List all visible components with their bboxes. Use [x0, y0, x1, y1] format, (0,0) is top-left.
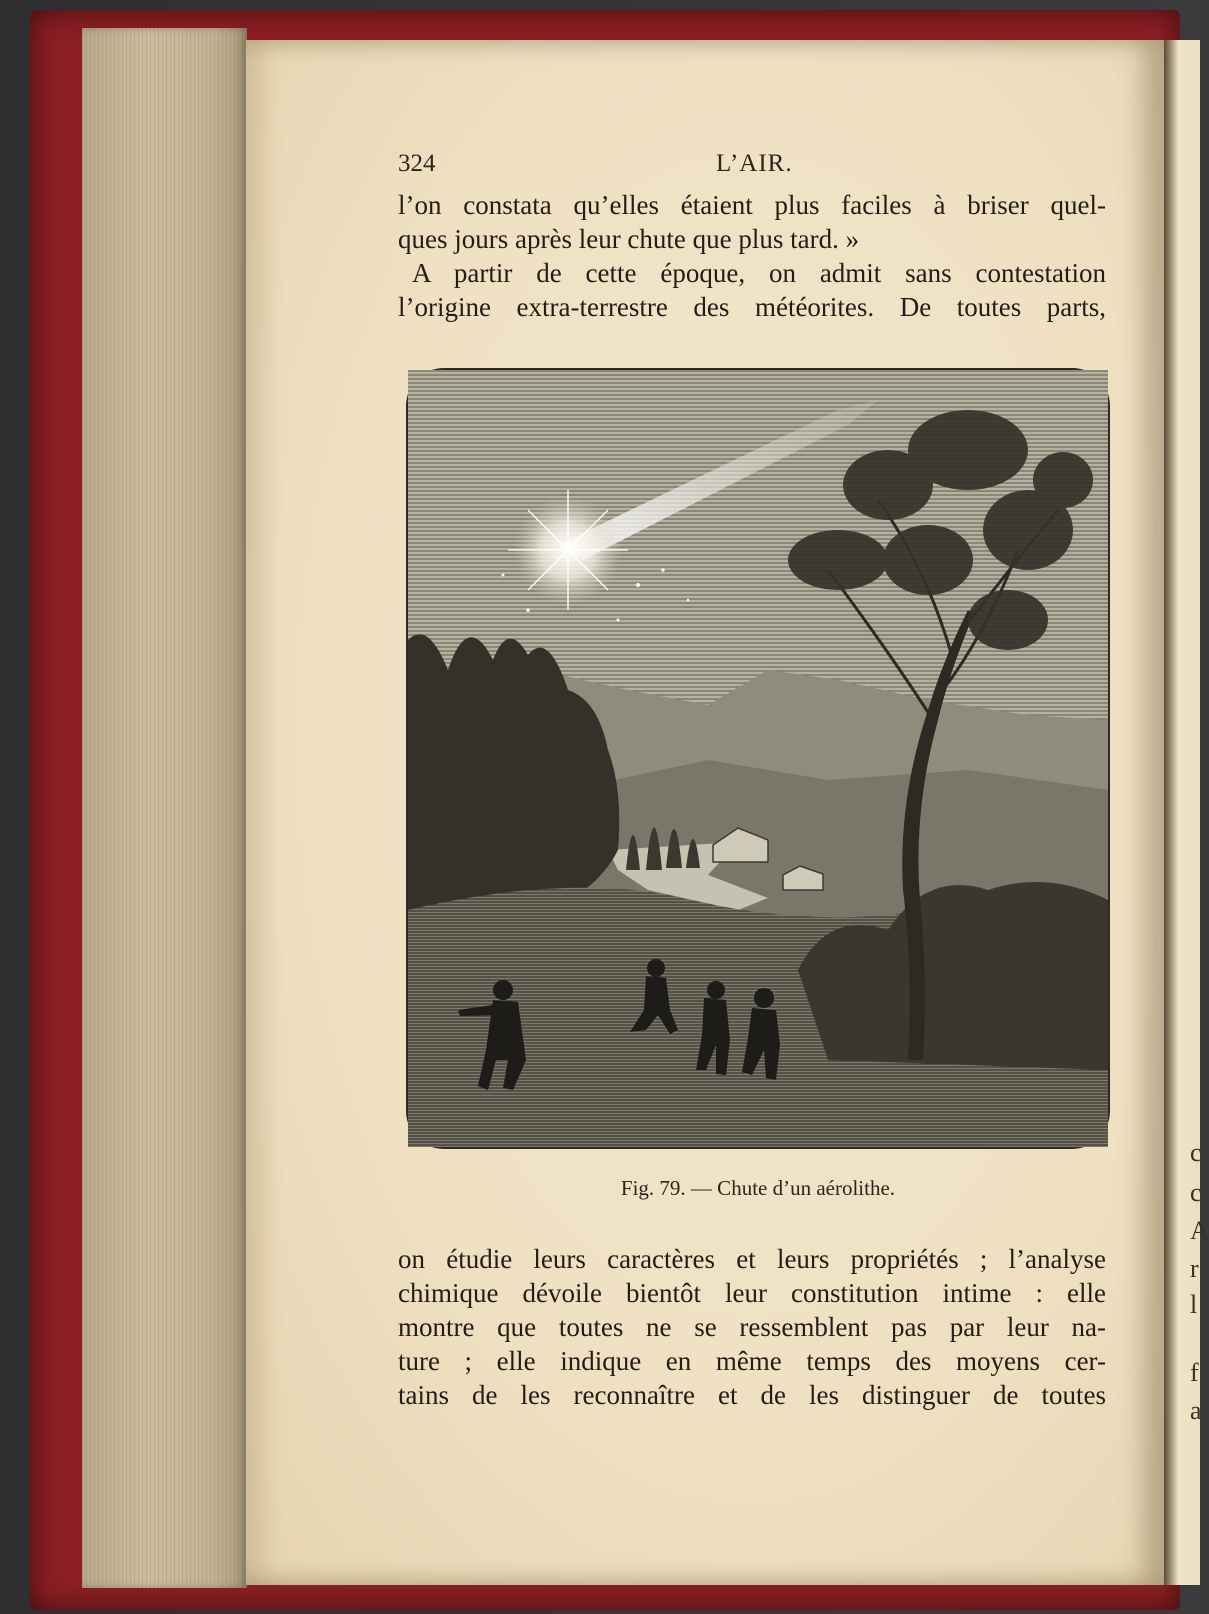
paragraph-top	[398, 188, 1106, 324]
page-stack-edge	[82, 28, 247, 1588]
text-line: chimique dévoile bientôt leur constitution intime : elle	[398, 1278, 1106, 1308]
next-page-letter: r	[1190, 1254, 1199, 1283]
page-number: 324	[398, 150, 436, 177]
text-line: on étudie leurs caractères et leurs propriétés ; l’analyse	[398, 1244, 1106, 1274]
paragraph-bottom	[398, 1242, 1106, 1412]
text-line: ques jours après leur chute que plus tard. »	[398, 224, 860, 254]
text-line: montre que toutes ne se ressemblent pas par leur na-	[398, 1312, 1106, 1342]
text-line: ture ; elle indique en même temps des moyens cer-	[398, 1346, 1106, 1376]
next-page-letter: A	[1190, 1216, 1209, 1245]
page-header	[398, 150, 1104, 184]
engraving-illustration	[408, 370, 1108, 1147]
next-page-letter: l	[1190, 1290, 1198, 1319]
text-line: A partir de cette époque, on admit sans contestation	[412, 258, 1106, 288]
text-line: l’origine extra-terrestre des météorites. De toutes parts,	[398, 292, 1106, 322]
running-title: L’AIR.	[716, 150, 793, 177]
text-line: tains de les reconnaître et de les distinguer de toutes	[398, 1380, 1106, 1410]
figure-caption: Fig. 79. — Chute d’un aérolithe.	[620, 1176, 896, 1200]
next-page-letter: c	[1190, 1138, 1202, 1167]
next-page-letter: a	[1190, 1396, 1202, 1425]
text-line: l’on constata qu’elles étaient plus faciles à briser quel-	[398, 190, 1106, 220]
next-page-edge	[1164, 40, 1200, 1585]
next-page-letter: f	[1190, 1358, 1199, 1387]
next-page-letter: c	[1190, 1178, 1202, 1207]
